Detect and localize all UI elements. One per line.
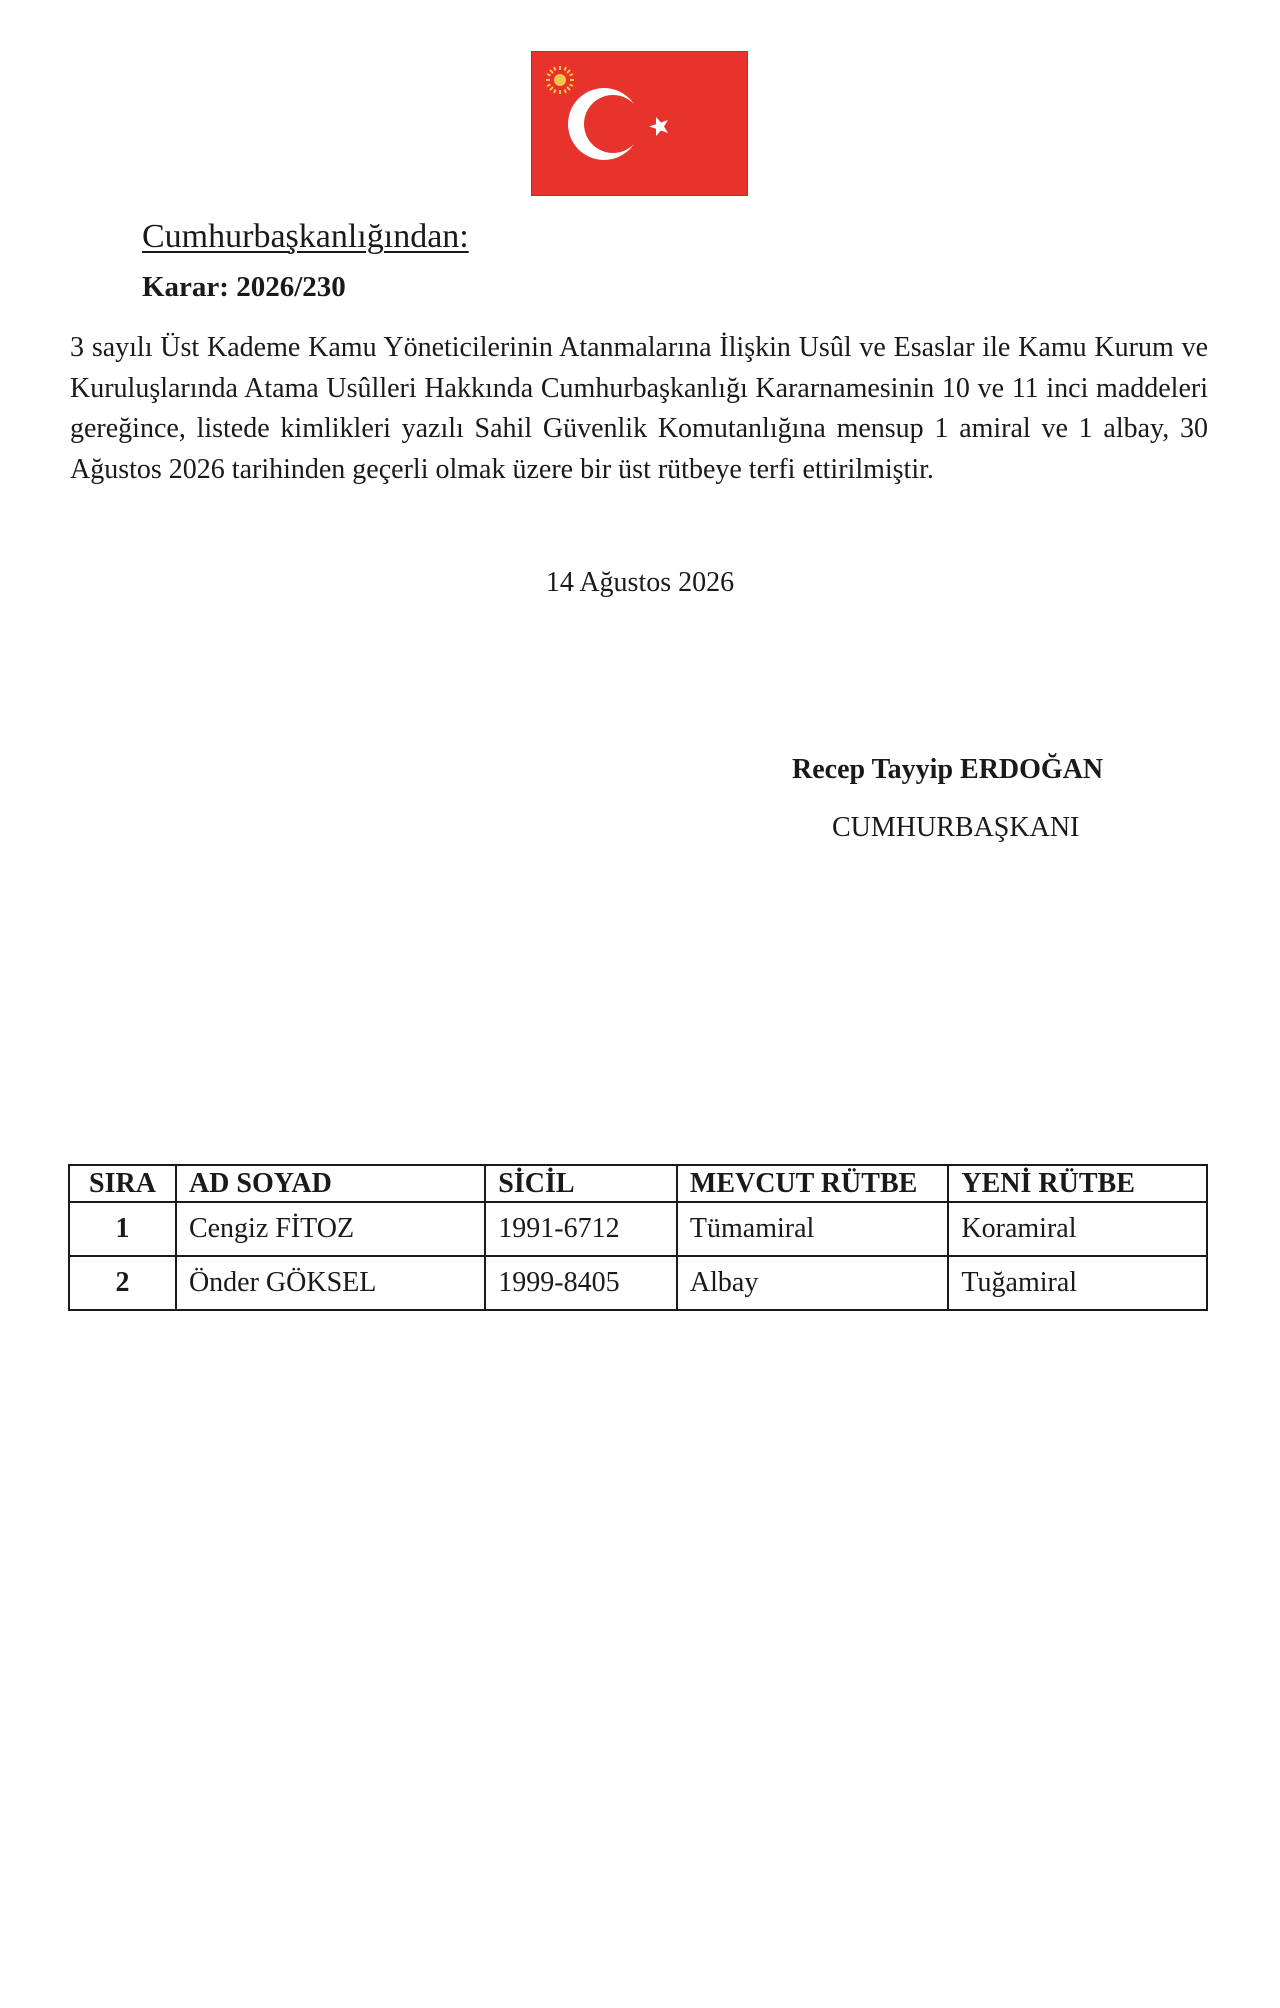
person-name: Önder GÖKSEL	[176, 1256, 485, 1310]
column-header-yeni-rutbe: YENİ RÜTBE	[948, 1165, 1207, 1202]
row-number: 2	[69, 1256, 176, 1310]
crescent-and-star-icon	[568, 88, 668, 160]
table-row	[69, 1256, 1207, 1310]
column-header-mevcut-rutbe: MEVCUT RÜTBE	[677, 1165, 949, 1202]
flag-emblem-icon	[532, 52, 747, 195]
decree-number: Karar: 2026/230	[142, 271, 346, 303]
current-rank: Albay	[677, 1256, 949, 1310]
column-header-ad-soyad: AD SOYAD	[176, 1165, 485, 1202]
new-rank: Koramiral	[948, 1202, 1207, 1256]
presidential-sun-emblem-icon	[546, 66, 574, 94]
decree-paragraph: 3 sayılı Üst Kademe Kamu Yöneticilerinin Atanmalarına İlişkin Usûl ve Esaslar ile Kamu Kurum ve Kuruluşlarında Atama Usûlleri Hakkında Cumhurbaşkanlığı Kararnamesinin 10 ve 11 inci maddeleri gereğince, listede kimlikleri yazılı Sahil Güvenlik Komutanlığına mensup 1 amiral ve 1 albay, 30 Ağustos 2026 tarihinden geçerli olmak üzere bir üst rütbeye terfi ettirilmiştir.	[70, 332, 1208, 485]
column-header-sira: SIRA	[69, 1165, 176, 1202]
registry-number: 1991-6712	[485, 1202, 677, 1256]
column-header-sicil: SİCİL	[485, 1165, 677, 1202]
registry-number: 1999-8405	[485, 1256, 677, 1310]
new-rank: Tuğamiral	[948, 1256, 1207, 1310]
turkish-flag	[531, 51, 748, 196]
decree-date: 14 Ağustos 2026	[545, 567, 735, 598]
table-row	[69, 1202, 1207, 1256]
signatory-title: CUMHURBAŞKANI	[832, 812, 1080, 843]
person-name: Cengiz FİTOZ	[176, 1202, 485, 1256]
current-rank: Tümamiral	[677, 1202, 949, 1256]
promotion-table	[68, 1164, 1208, 1311]
row-number: 1	[69, 1202, 176, 1256]
signatory-name: Recep Tayyip ERDOĞAN	[792, 754, 1104, 785]
table-header-row	[69, 1165, 1207, 1202]
issuer-heading: Cumhurbaşkanlığından:	[142, 218, 469, 255]
